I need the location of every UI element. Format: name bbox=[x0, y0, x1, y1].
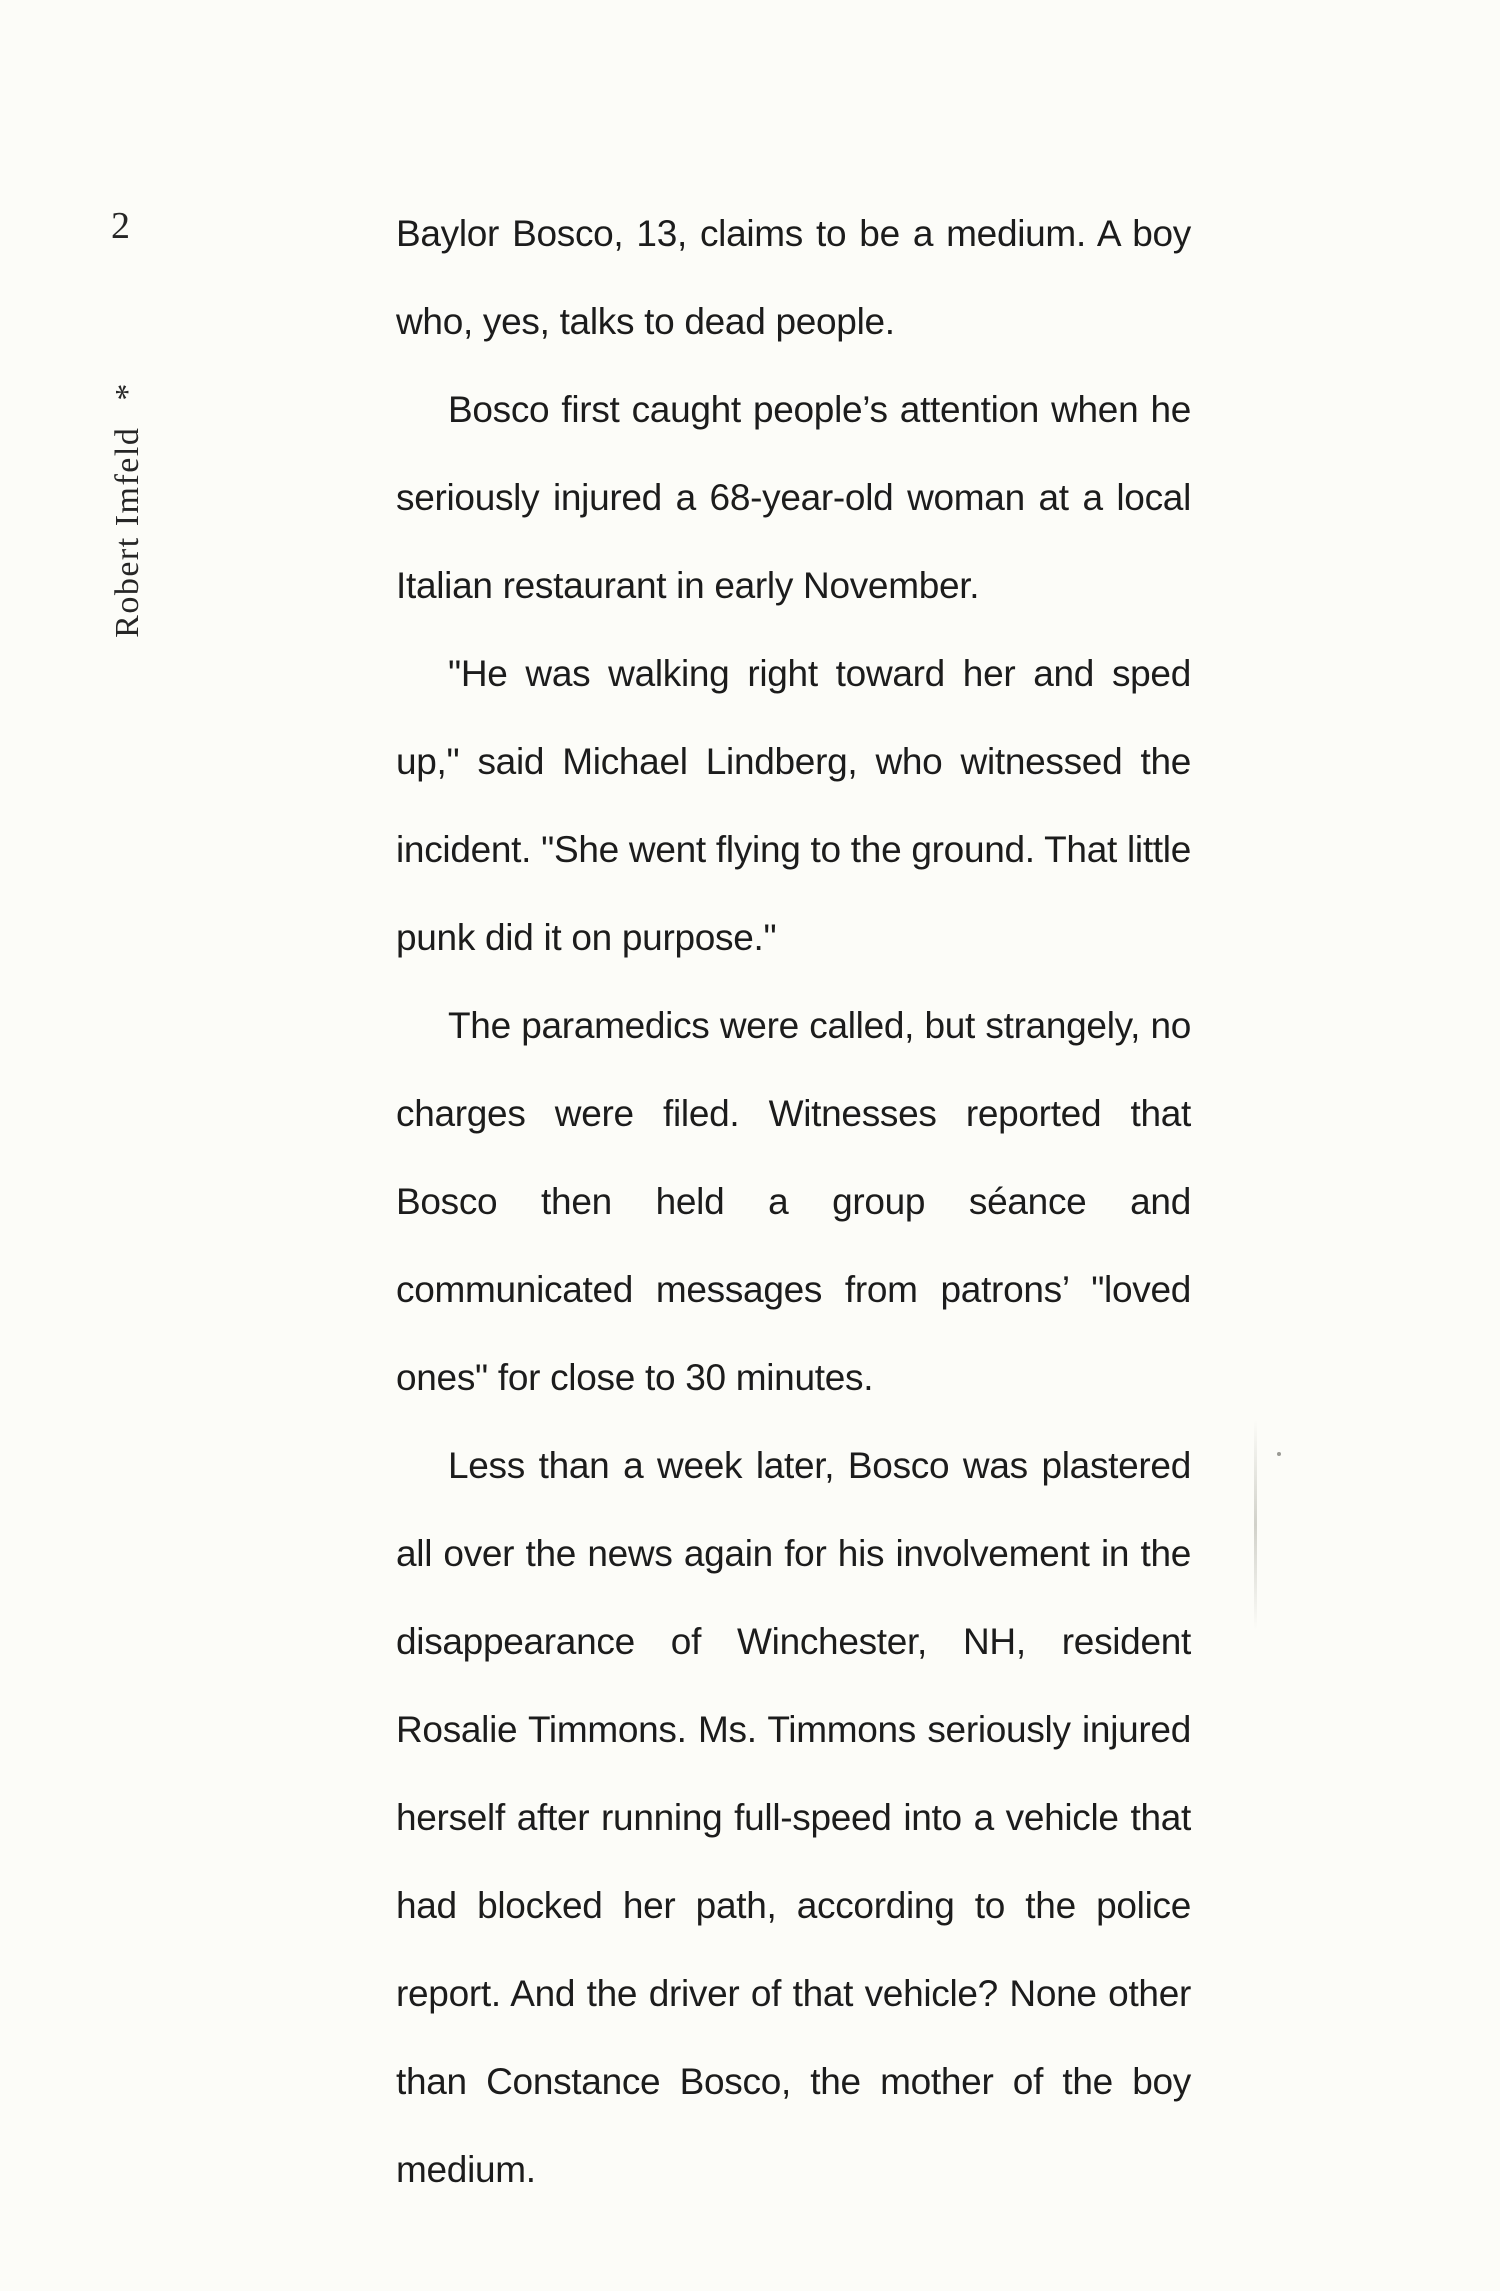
asterisk-separator: * bbox=[109, 382, 146, 401]
page-number: 2 bbox=[111, 205, 130, 247]
paragraph: The paramedics were called, but strangely, no charges were filed. Witnesses reported that Bosco then held a group séance and communicated messages from patrons’ "loved ones" for close to 30 minutes. bbox=[396, 1005, 1191, 1398]
body-text bbox=[396, 190, 1191, 2214]
paragraph: "He was walking right toward her and sped up," said Michael Lindberg, who witnessed the incident. "She went flying to the ground. That little punk did it on purpose." bbox=[396, 653, 1191, 958]
paper-speck bbox=[1277, 1452, 1281, 1456]
paragraph: Bosco first caught people’s attention when he seriously injured a 68-year-old woman at a local Italian restaurant in early November. bbox=[396, 389, 1191, 606]
running-head bbox=[109, 300, 147, 700]
paragraph: Less than a week later, Bosco was plastered all over the news again for his involvement in the disappearance of Winchester, NH, resident Rosalie Timmons. Ms. Timmons seriously injured herself after running full-speed into a vehicle that had blocked her path, according to the police report. And the driver of that vehicle? None other than Constance Bosco, the mother of the boy medium. bbox=[396, 1445, 1191, 2190]
paper-crease bbox=[1254, 1420, 1257, 1630]
author-name: Robert Imfeld bbox=[109, 426, 146, 638]
paragraph: Baylor Bosco, 13, claims to be a medium. A boy who, yes, talks to dead people. bbox=[396, 213, 1191, 342]
